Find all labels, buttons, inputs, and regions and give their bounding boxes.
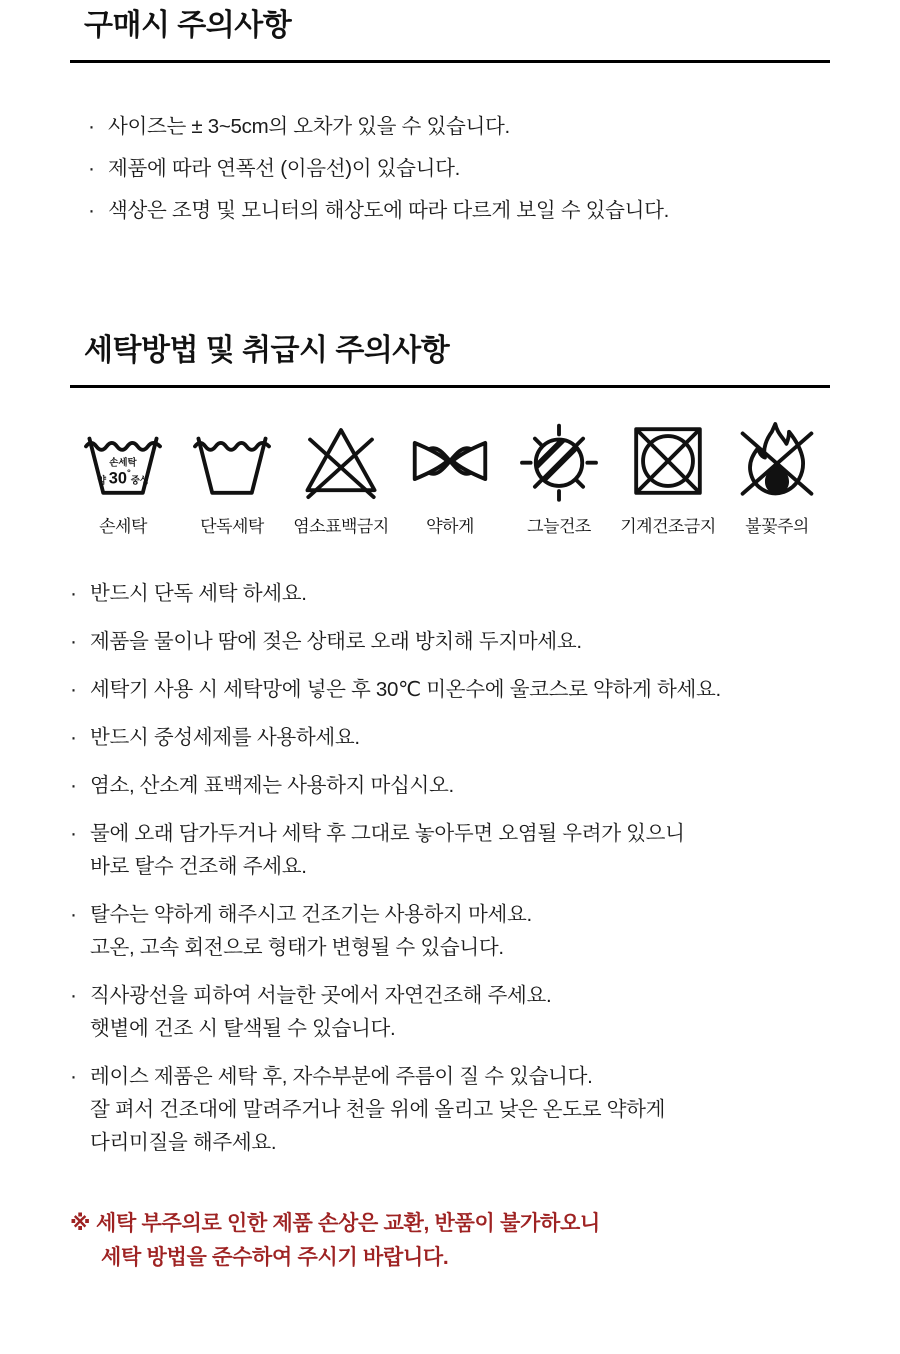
no-tumble-dry-icon: [625, 418, 711, 504]
washing-instruction-list: [70, 577, 830, 1159]
care-icon-label: 불꽃주의: [745, 517, 809, 536]
list-item: [70, 898, 830, 964]
care-icon-label: 손세탁: [99, 517, 147, 536]
bullet-dot: ·: [70, 678, 77, 701]
svg-text:약 30°중성: 약 $30^\circ_{중성}$: [97, 467, 149, 488]
list-item-text: [108, 155, 460, 183]
list-line: 제품을 물이나 땀에 젖은 상태로 오래 방치해 두지마세요.: [90, 630, 582, 653]
bullet-dot: ·: [88, 115, 95, 138]
list-item: [70, 625, 830, 658]
reference-mark: ※: [70, 1212, 91, 1235]
list-item: [70, 817, 830, 883]
list-line: 직사광선을 피하여 서늘한 곳에서 자연건조해 주세요.: [90, 984, 552, 1007]
list-item-text: [90, 898, 532, 964]
svg-text:손세탁: 손세탁: [109, 457, 137, 469]
care-icon-flame-caution: [724, 418, 830, 537]
list-item-text: [90, 817, 685, 883]
list-line: 고온, 고속 회전으로 형태가 변형될 수 있습니다.: [90, 936, 504, 959]
purchase-notice-list: [88, 113, 830, 225]
washing-section-title: 세탁방법 및 취급시 주의사항: [84, 334, 450, 367]
list-item: [70, 673, 830, 706]
list-item: [70, 577, 830, 610]
title-divider: [70, 385, 830, 388]
warning-line: 세탁 방법을 준수하여 주시기 바랍니다.: [101, 1246, 449, 1269]
care-icon-wring-gently: [397, 418, 503, 537]
care-icon-label: 단독세탁: [200, 517, 264, 536]
bullet-dot: ·: [70, 984, 77, 1007]
list-item-text: [90, 979, 551, 1045]
bullet-dot: ·: [70, 582, 77, 605]
list-item: [88, 155, 830, 183]
list-item-text: [90, 577, 307, 610]
section-gap: [70, 239, 830, 331]
list-item: [70, 721, 830, 754]
list-item-text: [90, 1060, 665, 1159]
no-flame-icon: [734, 418, 820, 504]
care-icon-label: 그늘건조: [527, 517, 591, 536]
list-item-text: [108, 197, 669, 225]
list-line: 색상은 조명 및 모니터의 해상도에 따라 다르게 보일 수 있습니다.: [108, 199, 670, 222]
list-line: 탈수는 약하게 해주시고 건조기는 사용하지 마세요.: [90, 903, 532, 926]
list-line: 레이스 제품은 세탁 후, 자수부분에 주름이 질 수 있습니다.: [90, 1065, 593, 1088]
bullet-dot: ·: [70, 1065, 77, 1088]
list-line: 염소, 산소계 표백제는 사용하지 마십시오.: [90, 774, 454, 797]
care-icon-label: 기계건조금지: [620, 517, 716, 536]
list-line: 물에 오래 담가두거나 세탁 후 그대로 놓아두면 오염될 우려가 있으니: [90, 822, 685, 845]
list-line: 바로 탈수 건조해 주세요.: [90, 855, 307, 878]
bullet-dot: ·: [88, 199, 95, 222]
list-line: 사이즈는 ± 3~5cm의 오차가 있을 수 있습니다.: [108, 115, 510, 138]
bullet-dot: ·: [70, 630, 77, 653]
list-line: 반드시 단독 세탁 하세요.: [90, 582, 307, 605]
separate-wash-icon: [189, 418, 275, 504]
bullet-dot: ·: [70, 774, 77, 797]
list-item-text: [90, 625, 582, 658]
bullet-dot: ·: [70, 726, 77, 749]
warning-lines: [96, 1207, 600, 1275]
list-item: [70, 979, 830, 1045]
list-item: [88, 113, 830, 141]
list-item-text: [90, 721, 360, 754]
care-icon-label: 염소표백금지: [293, 517, 389, 536]
shade-dry-icon: [516, 418, 602, 504]
list-line: 다리미질을 해주세요.: [90, 1131, 277, 1154]
purchase-notice-title: 구매시 주의사항: [84, 9, 292, 42]
purchase-notice-section: [70, 6, 830, 225]
list-item: [70, 1060, 830, 1159]
care-icon-label: 약하게: [426, 517, 474, 536]
washing-section: [70, 331, 830, 1275]
care-icons-row: [70, 418, 830, 537]
warning-line: 세탁 부주의로 인한 제품 손상은 교환, 반품이 불가하오니: [96, 1212, 600, 1235]
care-icon-separate-wash: [179, 418, 285, 537]
bullet-dot: ·: [88, 157, 95, 180]
list-line: 제품에 따라 연폭선 (이음선)이 있습니다.: [108, 157, 461, 180]
hand-wash-icon: [80, 418, 166, 504]
list-line: 햇볕에 건조 시 탈색될 수 있습니다.: [90, 1017, 396, 1040]
wring-icon: [407, 418, 493, 504]
list-line: 세탁기 사용 시 세탁망에 넣은 후 30℃ 미온수에 울코스로 약하게 하세요.: [90, 678, 721, 701]
list-item-text: [90, 673, 721, 706]
care-icon-hand-wash: [70, 418, 176, 537]
washing-warning-note: [70, 1207, 830, 1275]
care-icon-no-chlorine-bleach: [288, 418, 394, 537]
title-divider: [70, 60, 830, 63]
bullet-dot: ·: [70, 903, 77, 926]
list-line: 잘 펴서 건조대에 말려주거나 천을 위에 올리고 낮은 온도로 약하게: [90, 1098, 666, 1121]
list-item: [88, 197, 830, 225]
care-icon-no-machine-dry: [615, 418, 721, 537]
no-bleach-icon: [298, 418, 384, 504]
bullet-dot: ·: [70, 822, 77, 845]
list-item-text: [90, 769, 454, 802]
care-icon-dry-in-shade: [506, 418, 612, 537]
list-item-text: [108, 113, 510, 141]
list-line: 반드시 중성세제를 사용하세요.: [90, 726, 360, 749]
list-item: [70, 769, 830, 802]
